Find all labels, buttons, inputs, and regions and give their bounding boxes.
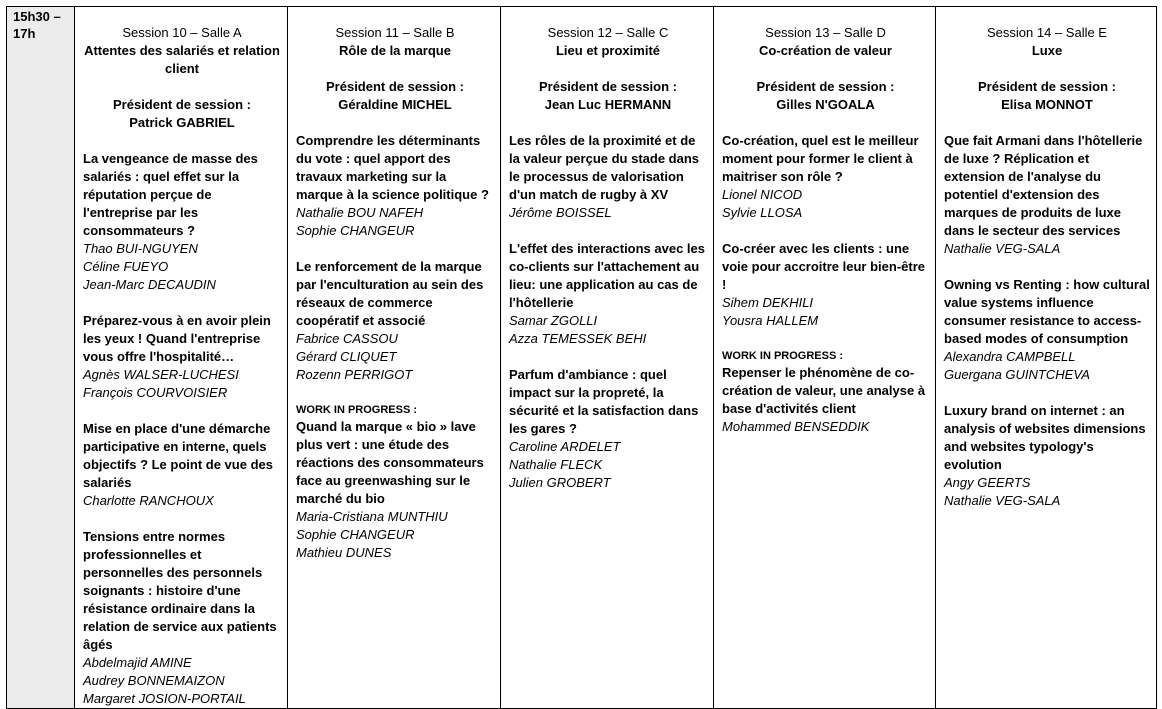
session-name: Attentes des salariés et relation client — [84, 43, 280, 76]
paper-author: Fabrice CASSOU — [296, 331, 398, 346]
session-label: Session 12 – Salle C — [547, 25, 669, 40]
paper-author: Nathalie VEG-SALA — [944, 241, 1061, 256]
session-header — [83, 24, 281, 78]
paper-author: Margaret JOSION-PORTAIL — [83, 691, 246, 706]
session-name: Luxe — [1031, 43, 1063, 58]
paper-title: Repenser le phénomène de co-création de valeur, une analyse à base d'activités client — [722, 365, 926, 416]
paper-title: Parfum d'ambiance : quel impact sur la propreté, la sécurité et la satisfaction dans les gares ? — [509, 367, 699, 436]
paper-item — [722, 240, 929, 330]
paper-item — [509, 132, 707, 222]
paper-author: Caroline ARDELET — [509, 439, 621, 454]
paper-title: Préparez-vous à en avoir plein les yeux ! Quand l'entreprise vous offre l'hospitalité… — [83, 313, 271, 364]
chair-name: Elisa MONNOT — [1001, 97, 1093, 112]
session-chair — [722, 78, 929, 114]
paper-item — [944, 276, 1150, 384]
session-header — [296, 24, 494, 60]
session-cell-11 — [288, 7, 501, 709]
time-slot: 15h30 – 17h — [13, 9, 61, 41]
paper-item — [83, 150, 281, 294]
paper-title: Luxury brand on internet : an analysis of websites dimensions and websites typology's evolution — [944, 403, 1146, 472]
paper-title: Co-créer avec les clients : une voie pour accroitre leur bien-être ! — [722, 241, 926, 292]
chair-name: Géraldine MICHEL — [338, 97, 452, 112]
paper-author: Alexandra CAMPBELL — [944, 349, 1076, 364]
session-name: Co-création de valeur — [759, 43, 892, 58]
work-in-progress-label: WORK IN PROGRESS : — [722, 350, 844, 362]
chair-name: Patrick GABRIEL — [129, 115, 235, 130]
paper-author: Thao BUI-NGUYEN — [83, 241, 198, 256]
time-slot-cell — [7, 7, 75, 709]
chair-label: Président de session : — [756, 79, 895, 94]
paper-author: Rozenn PERRIGOT — [296, 367, 413, 382]
session-header — [944, 24, 1150, 60]
paper-author: Céline FUEYO — [83, 259, 169, 274]
paper-title: Le renforcement de la marque par l'enculturation au sein des réseaux de commerce coopératif et associé — [296, 259, 484, 328]
paper-author: Nathalie FLECK — [509, 457, 603, 472]
paper-title: La vengeance de masse des salariés : quel effet sur la réputation perçue de l'entreprise par les consommateurs ? — [83, 151, 258, 238]
paper-author: Yousra HALLEM — [722, 313, 819, 328]
paper-author: Samar ZGOLLI — [509, 313, 598, 328]
paper-item — [722, 348, 929, 436]
paper-title: Owning vs Renting : how cultural value systems influence consumer resistance to access-based modes of consumption — [944, 277, 1150, 346]
session-cell-12 — [501, 7, 714, 709]
paper-author: Sophie CHANGEUR — [296, 223, 415, 238]
paper-title: Co-création, quel est le meilleur moment pour former le client à maitriser son rôle ? — [722, 133, 919, 184]
work-in-progress-label: WORK IN PROGRESS : — [296, 404, 418, 416]
session-chair — [509, 78, 707, 114]
paper-title: Que fait Armani dans l'hôtellerie de luxe ? Réplication et extension de l'analyse du potentiel d'extension des marques de produits de luxe dans le secteur des services — [944, 133, 1143, 238]
session-label: Session 10 – Salle A — [122, 25, 242, 40]
paper-author: Nathalie VEG-SALA — [944, 493, 1061, 508]
paper-author: Sylvie LLOSA — [722, 205, 803, 220]
paper-title: L'effet des interactions avec les co-clients sur l'attachement au lieu: une application au cas de l'hôtellerie — [509, 241, 706, 310]
chair-name: Gilles N'GOALA — [776, 97, 875, 112]
chair-label: Président de session : — [978, 79, 1116, 94]
paper-title: Les rôles de la proximité et de la valeur perçue du stade dans le processus de valorisation d'un match de rugby à XV — [509, 133, 700, 202]
session-label: Session 11 – Salle B — [335, 25, 455, 40]
paper-title: Comprendre les déterminants du vote : quel apport des travaux marketing sur la marque à la science politique ? — [296, 133, 489, 202]
paper-author: Azza TEMESSEK BEHI — [509, 331, 647, 346]
session-cell-13 — [714, 7, 936, 709]
paper-title: Tensions entre normes professionnelles et personnelles des personnels soignants : histoire d'une résistance ordinaire dans la relation de service aux patients âgés — [83, 529, 277, 652]
session-label: Session 14 – Salle E — [987, 25, 1107, 40]
chair-label: Président de session : — [539, 79, 677, 94]
paper-author: Guergana GUINTCHEVA — [944, 367, 1090, 382]
paper-author: Mathieu DUNES — [296, 545, 392, 560]
session-chair — [83, 96, 281, 132]
paper-author: Maria-Cristiana MUNTHIU — [296, 509, 448, 524]
chair-label: Président de session : — [113, 97, 251, 112]
paper-item — [296, 132, 494, 240]
chair-label: Président de session : — [326, 79, 464, 94]
program-table — [6, 6, 1157, 709]
paper-author: Sihem DEKHILI — [722, 295, 814, 310]
paper-author: Angy GEERTS — [944, 475, 1031, 490]
paper-item — [944, 132, 1150, 258]
session-chair — [296, 78, 494, 114]
session-name: Rôle de la marque — [339, 43, 451, 58]
paper-author: François COURVOISIER — [83, 385, 228, 400]
session-cell-14 — [936, 7, 1157, 709]
paper-author: Jean-Marc DECAUDIN — [83, 277, 216, 292]
paper-item — [83, 420, 281, 510]
session-name: Lieu et proximité — [555, 43, 661, 58]
paper-author: Agnès WALSER-LUCHESI — [83, 367, 239, 382]
paper-item — [509, 366, 707, 492]
paper-author: Jérôme BOISSEL — [509, 205, 612, 220]
session-chair — [944, 78, 1150, 114]
paper-item — [944, 402, 1150, 510]
paper-author: Abdelmajid AMINE — [83, 655, 192, 670]
paper-item — [722, 132, 929, 222]
chair-name: Jean Luc HERMANN — [544, 97, 672, 112]
paper-author: Julien GROBERT — [509, 475, 611, 490]
paper-item — [83, 312, 281, 402]
paper-author: Nathalie BOU NAFEH — [296, 205, 424, 220]
paper-item — [296, 402, 494, 562]
paper-item — [509, 240, 707, 348]
session-label: Session 13 – Salle D — [765, 25, 886, 40]
paper-author: Charlotte RANCHOUX — [83, 493, 214, 508]
paper-author: Audrey BONNEMAIZON — [83, 673, 225, 688]
paper-author: Mohammed BENSEDDIK — [722, 419, 870, 434]
paper-author: Sophie CHANGEUR — [296, 527, 415, 542]
paper-title: Mise en place d'une démarche participative en interne, quels objectifs ? Le point de vue des salariés — [83, 421, 273, 490]
paper-item — [83, 528, 281, 708]
paper-item — [296, 258, 494, 384]
paper-author: Gérard CLIQUET — [296, 349, 397, 364]
session-header — [509, 24, 707, 60]
session-row — [7, 7, 1157, 709]
paper-author: Lionel NICOD — [722, 187, 803, 202]
session-header — [722, 24, 929, 60]
session-cell-10 — [75, 7, 288, 709]
paper-title: Quand la marque « bio » lave plus vert : une étude des réactions des consommateurs face au greenwashing sur le marché du bio — [296, 419, 484, 506]
